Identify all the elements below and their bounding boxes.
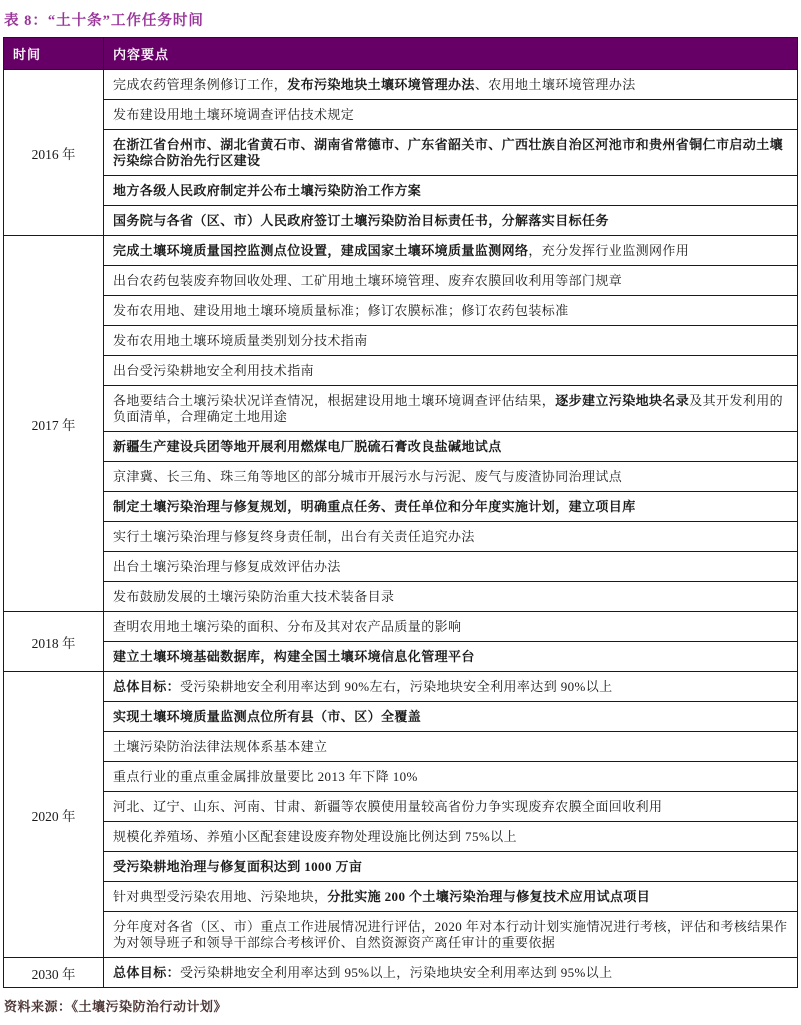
task-cell [104, 176, 798, 206]
task-cell [104, 296, 798, 326]
task-cell [104, 882, 798, 912]
table-row [4, 882, 798, 912]
task-text: 及其开发利用的负面清单，合理确定土地用途 [113, 392, 784, 424]
task-text: 规模化养殖场、养殖小区配套建设废弃物处理设施比例达到 75%以上 [113, 828, 517, 844]
task-text: 发布农用地、建设用地土壤环境质量标准；修订农膜标准；修订农药包装标准 [113, 302, 569, 318]
year-cell: 2030 年 [4, 958, 104, 988]
task-text: 针对典型受污染农用地、污染地块， [113, 888, 328, 904]
table-row [4, 130, 798, 176]
task-text: 实行土壤污染治理与修复终身责任制，出台有关责任追究办法 [113, 528, 475, 544]
table-row [4, 356, 798, 386]
table-row [4, 522, 798, 552]
task-schedule-table [3, 37, 798, 988]
table-row [4, 792, 798, 822]
task-text: 受污染耕地安全利用率达到 90%左右，污染地块安全利用率达到 90%以上 [180, 678, 613, 694]
task-cell [104, 100, 798, 130]
table-title: 表 8：“土十条”工作任务时间 [4, 13, 204, 29]
task-text-bold: 分批实施 200 个土壤污染治理与修复技术应用试点项目 [327, 888, 651, 904]
table-row [4, 432, 798, 462]
task-cell [104, 612, 798, 642]
task-text: 分年度对各省（区、市）重点工作进展情况进行评估，2020 年对本行动计划实施情况进行考核，评估和考核结果作为对领导班子和领导干部综合考核评价、自然资源资产离任审计的重要依据 [113, 918, 788, 950]
task-cell [104, 462, 798, 492]
task-text-bold: 实现土壤环境质量监测点位所有县（市、区）全覆盖 [113, 708, 422, 724]
task-text: 、农用地土壤环境管理办法 [474, 76, 636, 92]
table-row [4, 236, 798, 266]
task-cell [104, 326, 798, 356]
table-row [4, 672, 798, 702]
task-text: 受污染耕地安全利用率达到 95%以上，污染地块安全利用率达到 95%以上 [180, 964, 613, 980]
table-row [4, 266, 798, 296]
task-cell [104, 522, 798, 552]
table-row [4, 582, 798, 612]
table-row [4, 642, 798, 672]
task-text-bold: 逐步建立污染地块名录 [555, 392, 690, 408]
task-text: 发布农用地土壤环境质量类别划分技术指南 [113, 332, 368, 348]
task-text-bold: 发布污染地块土壤环境管理办法 [287, 76, 475, 92]
task-cell [104, 702, 798, 732]
task-text: 河北、辽宁、山东、河南、甘肃、新疆等农膜使用量较高省份力争实现废弃农膜全面回收利用 [113, 798, 663, 814]
task-cell [104, 130, 798, 176]
table-row [4, 552, 798, 582]
table-row [4, 386, 798, 432]
column-header-time: 时间 [4, 38, 104, 70]
task-cell [104, 582, 798, 612]
task-text-bold: 总体目标： [113, 678, 181, 694]
table-row [4, 912, 798, 958]
task-text: 出台受污染耕地安全利用技术指南 [113, 362, 315, 378]
task-text-bold: 地方各级人民政府制定并公布土壤污染防治工作方案 [113, 182, 422, 198]
table-row [4, 702, 798, 732]
task-text-bold: 在浙江省台州市、湖北省黄石市、湖南省常德市、广东省韶关市、广西壮族自治区河池市和贵州省铜仁市启动土壤污染综合防治先行区建设 [113, 136, 784, 168]
table-row [4, 852, 798, 882]
table-row [4, 732, 798, 762]
task-cell [104, 206, 798, 236]
task-cell [104, 386, 798, 432]
task-text-bold: 建立土壤环境基础数据库，构建全国土壤环境信息化管理平台 [113, 648, 475, 664]
task-text: 京津冀、长三角、珠三角等地区的部分城市开展污水与污泥、废气与废渣协同治理试点 [113, 468, 623, 484]
year-cell: 2020 年 [4, 672, 104, 958]
task-cell [104, 642, 798, 672]
table-row [4, 462, 798, 492]
table-row [4, 176, 798, 206]
task-cell [104, 732, 798, 762]
task-text-bold: 国务院与各省（区、市）人民政府签订土壤污染防治目标责任书，分解落实目标任务 [113, 212, 609, 228]
table-row [4, 762, 798, 792]
table-row [4, 206, 798, 236]
table-row [4, 612, 798, 642]
task-text: 发布建设用地土壤环境调查评估技术规定 [113, 106, 355, 122]
task-text: 土壤污染防治法律法规体系基本建立 [113, 738, 328, 754]
task-text: 重点行业的重点重金属排放量要比 2013 年下降 10% [113, 768, 418, 784]
task-cell [104, 492, 798, 522]
task-text-bold: 总体目标： [113, 964, 181, 980]
task-text-bold: 新疆生产建设兵团等地开展利用燃煤电厂脱硫石膏改良盐碱地试点 [113, 438, 502, 454]
table-row [4, 296, 798, 326]
task-cell [104, 852, 798, 882]
task-text: 出台农药包装废弃物回收处理、工矿用地土壤环境管理、废弃农膜回收利用等部门规章 [113, 272, 623, 288]
table-row [4, 492, 798, 522]
task-text: 完成农药管理条例修订工作， [113, 76, 288, 92]
table-row [4, 326, 798, 356]
table-row [4, 100, 798, 130]
task-cell [104, 762, 798, 792]
task-cell [104, 958, 798, 988]
year-cell: 2018 年 [4, 612, 104, 672]
table-row [4, 958, 798, 988]
table-row [4, 70, 798, 100]
column-header-content: 内容要点 [104, 38, 798, 70]
table-header [4, 38, 798, 70]
task-text: ，充分发挥行业监测网作用 [528, 242, 690, 258]
task-cell [104, 672, 798, 702]
task-text: 查明农用地土壤污染的面积、分布及其对农产品质量的影响 [113, 618, 462, 634]
task-cell [104, 822, 798, 852]
task-cell [104, 236, 798, 266]
task-text: 发布鼓励发展的土壤污染防治重大技术装备目录 [113, 588, 395, 604]
task-cell [104, 792, 798, 822]
task-table-body [4, 70, 798, 988]
task-cell [104, 432, 798, 462]
source-note: 资料来源：《土壤污染防治行动计划》 [4, 999, 228, 1014]
task-text: 各地要结合土壤污染状况详查情况，根据建设用地土壤环境调查评估结果， [113, 392, 556, 408]
table-row [4, 822, 798, 852]
task-text-bold: 制定土壤污染治理与修复规划，明确重点任务、责任单位和分年度实施计划，建立项目库 [113, 498, 636, 514]
task-cell [104, 356, 798, 386]
year-cell: 2017 年 [4, 236, 104, 612]
task-cell [104, 912, 798, 958]
task-cell [104, 266, 798, 296]
task-cell [104, 70, 798, 100]
task-text: 出台土壤污染治理与修复成效评估办法 [113, 558, 341, 574]
task-text-bold: 受污染耕地治理与修复面积达到 1000 万亩 [113, 858, 363, 874]
header-row [4, 38, 798, 70]
task-text-bold: 完成土壤环境质量国控监测点位设置，建成国家土壤环境质量监测网络 [113, 242, 529, 258]
task-cell [104, 552, 798, 582]
year-cell: 2016 年 [4, 70, 104, 236]
